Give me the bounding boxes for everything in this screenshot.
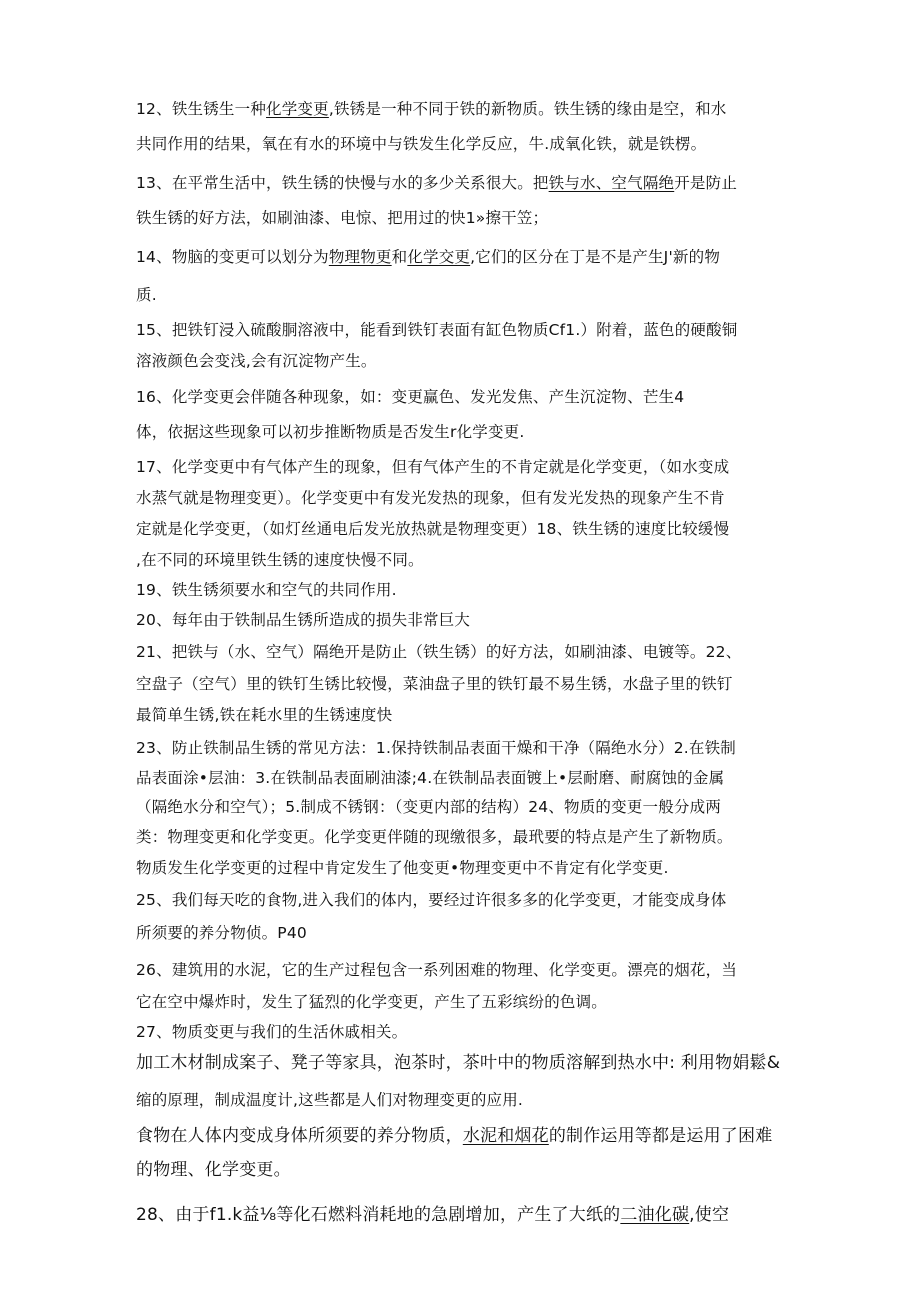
text-line: ,在不同的环境里铁生锈的速度快慢不同。 (136, 551, 424, 569)
text-line: 水蒸气就是物理变更）。化学变更中有发光发热的现象，但有发光发热的现象产生不肯 (136, 489, 725, 507)
text-line: 23、防止铁制品生锈的常见方法：1.保持铁制品表面干燥和干净（隔绝水分）2.在铁制 (136, 739, 737, 757)
text-line: 缩的原理，制成温度计,这些都是人们对物理变更的应用. (136, 1091, 524, 1109)
text-line: 26、建筑用的水泥，它的生产过程包含一系列困难的物理、化学变更。漂亮的烟花，当 (136, 961, 738, 979)
text-line: 所须要的养分物侦。P40 (136, 924, 307, 942)
text-line: 空盘子（空气）里的铁钉生锈比较慢，菜油盘子里的铁钉最不易生锈，水盘子里的铁钉 (136, 675, 733, 693)
text-line: 共同作用的结果，氧在有水的环境中与铁发生化学反应，牛.成氧化铁，就是铁楞。 (136, 135, 707, 153)
text-line: 28、由于f1.k益⅛等化石燃料消耗地的急剧增加，产生了大纸的二油化碳,使空 (136, 1205, 730, 1225)
text-line: 12、铁生锈生一种化学变更,铁锈是一种不同于铁的新物质。铁生锈的缘由是空，和水 (136, 100, 727, 118)
text-line: 品表面涂•层油：3.在铁制品表面刷油漆;4.在铁制品表面镀上•层耐磨、耐腐蚀的金属 (136, 769, 725, 787)
text-line: 13、在平常生活中，铁生锈的快慢与水的多少关系很大。把铁与水、空气隔绝开是防止 (136, 174, 738, 192)
text-line: 20、每年由于铁制品生锈所造成的损失非常巨大 (136, 611, 471, 629)
text-line: 质. (136, 286, 157, 304)
text-line: （隔绝水分和空气）；5.制成不锈钢：（变更内部的结构）24、物质的变更一般分成两 (136, 798, 722, 816)
text-line: 体，依据这些现象可以初步推断物质是否发生r化学变更. (136, 423, 525, 441)
text-line: 的物理、化学变更。 (136, 1160, 291, 1180)
text-line: 加工木材制成案子、凳子等家具，泡茶时，茶叶中的物质溶解到热水中: 利用物娟鬆& (136, 1053, 781, 1073)
text-line: 27、物质变更与我们的生活休戚相关。 (136, 1023, 408, 1041)
text-line: 定就是化学变更，（如灯丝通电后发光放热就是物理变更）18、铁生锈的速度比较缓慢 (136, 520, 730, 538)
text-line: 16、化学变更会伴随各种现象，如：变更赢色、发光发焦、产生沉淀物、芒生4 (136, 388, 685, 406)
text-line: 21、把铁与（水、空气）隔绝开是防止（铁生锈）的好方法，如刷油漆、电镀等。22、 (136, 643, 742, 661)
text-line: 最简单生锈,铁在耗水里的生锈速度快 (136, 706, 393, 724)
text-line: 它在空中爆炸时，发生了猛烈的化学变更，产生了五彩缤纷的色调。 (136, 993, 608, 1011)
text-line: 食物在人体内变成身体所须要的养分物质，水泥和烟花的制作运用等都是运用了困难 (136, 1126, 773, 1146)
text-line: 17、化学变更中有气体产生的现象，但有气体产生的不肯定就是化学变更，（如水变成 (136, 458, 730, 476)
text-line: 15、把铁钉浸入硫酸胴溶液中，能看到铁钉表面有缸色物质Cf1.）附着，蓝色的硬酸铜 (136, 321, 738, 339)
text-line: 物质发生化学变更的过程中肯定发生了他变更•物理变更中不肯定有化学变更. (136, 859, 669, 877)
text-line: 25、我们每天吃的食物,进入我们的体内，要经过许很多多的化学变更，才能变成身体 (136, 891, 727, 909)
text-line: 类：物理变更和化学变更。化学变更伴随的现缴很多，最玳要的特点是产生了新物质。 (136, 828, 733, 846)
text-line: 19、铁生锈须要水和空气的共同作用. (136, 581, 397, 599)
text-line: 溶液颜色会变浅,会有沉淀物产生。 (136, 352, 377, 370)
text-line: 14、物脑的变更可以划分为物理物更和化学交更,它们的区分在丁是不是产生J'新的物 (136, 248, 721, 266)
text-line: 铁生锈的好方法，如刷油漆、电惊、把用过的快1»擦干笠； (136, 209, 549, 227)
